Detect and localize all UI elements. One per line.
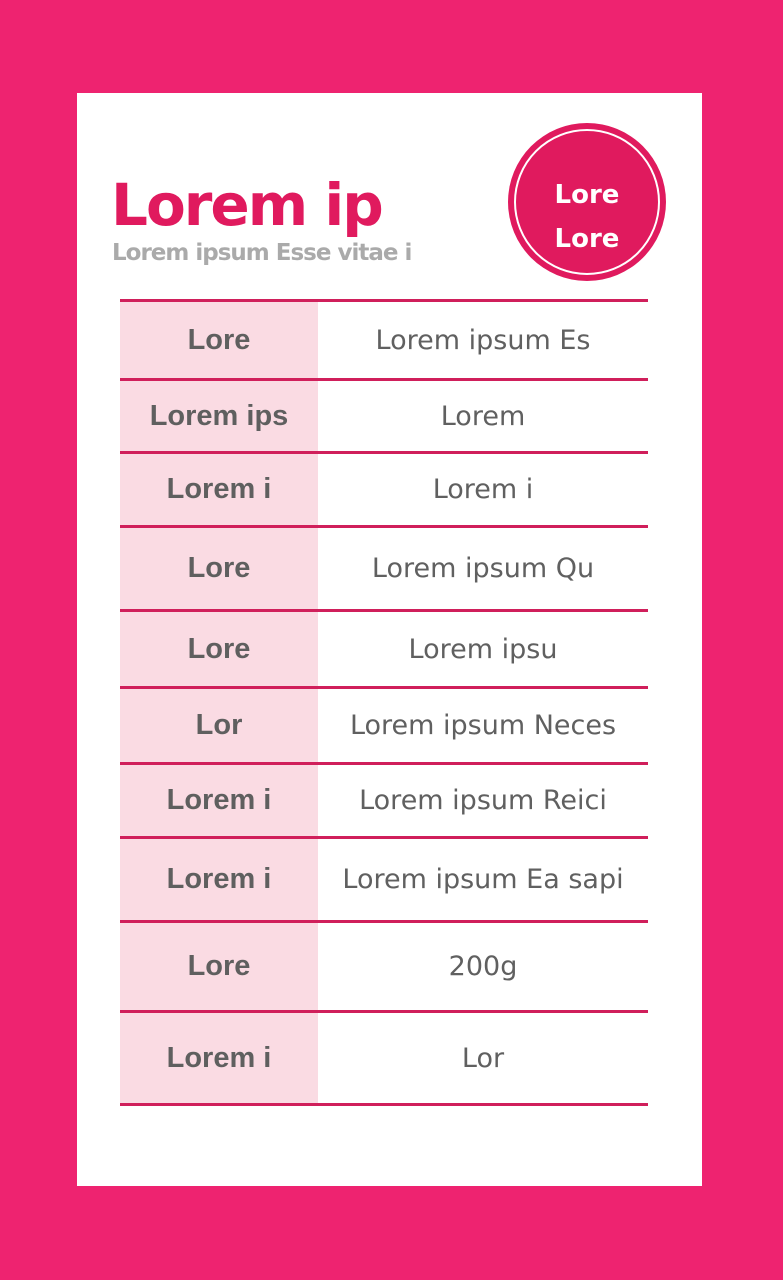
row-label: Lorem i xyxy=(120,765,318,836)
table-row xyxy=(120,839,648,923)
row-value: Lorem ipsum Neces xyxy=(349,710,617,741)
row-label: Lore xyxy=(120,528,318,609)
table-row xyxy=(120,765,648,839)
table-row xyxy=(120,454,648,528)
row-value: Lorem ipsum Reici xyxy=(359,785,607,816)
table-row xyxy=(120,612,648,689)
card-title: Lorem ip xyxy=(111,171,382,239)
row-value: Lorem i xyxy=(432,474,534,505)
badge-line-1: Lore xyxy=(554,180,620,210)
card-subtitle: Lorem ipsum Esse vitae i xyxy=(112,240,412,266)
row-label: Lorem i xyxy=(120,839,318,920)
table-row xyxy=(120,689,648,765)
row-value: Lorem ipsum Ea sapi xyxy=(342,864,624,895)
round-badge xyxy=(508,123,666,281)
row-value: 200g xyxy=(448,951,518,982)
row-value: Lorem ipsum Qu xyxy=(371,553,595,584)
row-label: Lore xyxy=(120,612,318,686)
row-value: Lorem xyxy=(440,400,526,432)
table-row xyxy=(120,302,648,381)
row-label: Lor xyxy=(120,689,318,762)
product-card xyxy=(77,93,702,1186)
table-row xyxy=(120,381,648,454)
info-table xyxy=(120,299,648,1106)
table-row xyxy=(120,528,648,612)
row-value: Lorem ipsum Es xyxy=(375,324,591,356)
row-label: Lore xyxy=(120,302,318,378)
table-row xyxy=(120,923,648,1013)
row-label: Lorem i xyxy=(120,454,318,525)
table-row xyxy=(120,1013,648,1106)
row-label: Lorem ips xyxy=(120,381,318,451)
row-label: Lore xyxy=(120,923,318,1010)
row-value: Lor xyxy=(461,1042,505,1074)
badge-line-2: Lore xyxy=(554,224,620,254)
row-label: Lorem i xyxy=(120,1013,318,1103)
row-value: Lorem ipsu xyxy=(408,633,558,665)
